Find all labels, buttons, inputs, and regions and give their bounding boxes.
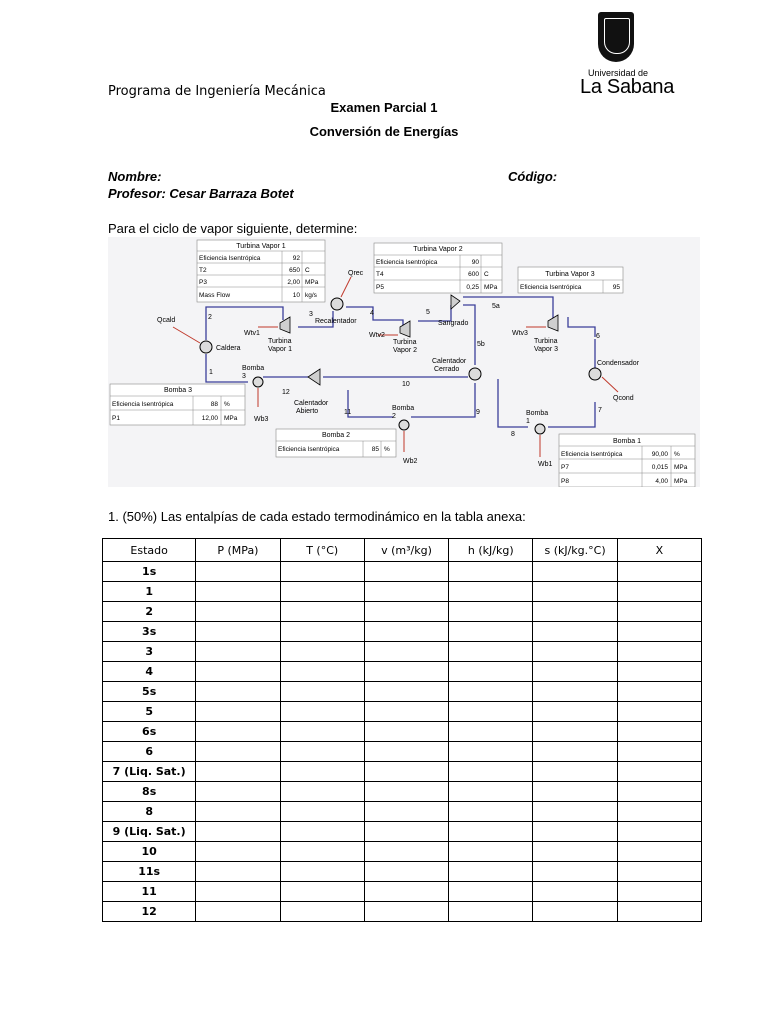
answer-cell[interactable] [617, 822, 701, 842]
answer-cell[interactable] [364, 882, 448, 902]
answer-cell[interactable] [617, 862, 701, 882]
answer-cell[interactable] [364, 782, 448, 802]
answer-cell[interactable] [533, 582, 617, 602]
svg-text:Eficiencia Isentrópica: Eficiencia Isentrópica [199, 255, 261, 262]
state-label: 8 [103, 802, 196, 822]
answer-cell[interactable] [280, 862, 364, 882]
answer-cell[interactable] [196, 582, 280, 602]
svg-text:650: 650 [289, 267, 300, 274]
svg-text:C: C [484, 271, 489, 278]
intro-text: Para el ciclo de vapor siguiente, determine: [108, 221, 358, 236]
svg-text:11: 11 [344, 409, 352, 416]
answer-cell[interactable] [280, 682, 364, 702]
answer-cell[interactable] [364, 762, 448, 782]
answer-cell[interactable] [364, 842, 448, 862]
answer-cell[interactable] [533, 842, 617, 862]
answer-cell[interactable] [617, 602, 701, 622]
answer-cell[interactable] [364, 902, 448, 922]
answer-cell[interactable] [364, 702, 448, 722]
svg-text:5: 5 [426, 309, 430, 316]
svg-text:Abierto: Abierto [296, 408, 319, 415]
svg-text:8: 8 [511, 431, 515, 438]
svg-text:12: 12 [282, 389, 290, 396]
col-temperature: T (°C) [280, 539, 364, 562]
svg-text:%: % [674, 451, 680, 458]
state-label: 11s [103, 862, 196, 882]
program-name: Programa de Ingeniería Mecánica [108, 84, 326, 99]
svg-text:MPa: MPa [305, 279, 319, 286]
state-label: 5s [103, 682, 196, 702]
svg-text:2: 2 [392, 413, 396, 420]
answer-cell[interactable] [196, 562, 280, 582]
svg-text:P3: P3 [199, 279, 207, 286]
answer-cell[interactable] [364, 602, 448, 622]
col-pressure: P (MPa) [196, 539, 280, 562]
table-row [103, 822, 702, 842]
bomba1-title: Bomba 1 [612, 438, 642, 445]
state-label: 1s [103, 562, 196, 582]
svg-text:Sangrado: Sangrado [438, 320, 469, 327]
exam-title: Examen Parcial 1 [330, 100, 438, 115]
table-row [103, 862, 702, 882]
answer-cell[interactable] [364, 662, 448, 682]
svg-text:Turbina: Turbina [268, 338, 292, 345]
answer-cell[interactable] [364, 722, 448, 742]
answer-cell[interactable] [449, 802, 533, 822]
svg-text:90,00: 90,00 [651, 451, 668, 458]
svg-text:T4: T4 [376, 271, 384, 278]
answer-cell[interactable] [533, 882, 617, 902]
svg-text:Wtv1: Wtv1 [244, 330, 260, 337]
svg-text:95: 95 [612, 284, 620, 291]
answer-cell[interactable] [280, 622, 364, 642]
svg-text:12,00: 12,00 [201, 415, 218, 422]
svg-text:Eficiencia Isentrópica: Eficiencia Isentrópica [278, 446, 340, 453]
table-row [103, 902, 702, 922]
answer-cell[interactable] [617, 802, 701, 822]
answer-cell[interactable] [280, 802, 364, 822]
svg-text:T2: T2 [199, 267, 207, 274]
codigo-label: Código: [508, 169, 558, 184]
answer-cell[interactable] [196, 862, 280, 882]
svg-text:0,25: 0,25 [466, 284, 479, 291]
answer-cell[interactable] [280, 582, 364, 602]
table-row [103, 602, 702, 622]
svg-text:Eficiencia Isentrópica: Eficiencia Isentrópica [520, 284, 582, 291]
svg-text:Cerrado: Cerrado [434, 366, 460, 373]
svg-text:Wtv2: Wtv2 [369, 332, 385, 339]
states-table [102, 538, 702, 922]
answer-cell[interactable] [280, 602, 364, 622]
turbina3-title: Turbina Vapor 3 [545, 271, 595, 278]
svg-text:Wb3: Wb3 [254, 416, 269, 423]
state-label: 3 [103, 642, 196, 662]
answer-cell[interactable] [533, 762, 617, 782]
answer-cell[interactable] [617, 722, 701, 742]
svg-text:Vapor 1: Vapor 1 [268, 346, 292, 353]
answer-cell[interactable] [617, 682, 701, 702]
state-label: 6s [103, 722, 196, 742]
answer-cell[interactable] [364, 862, 448, 882]
answer-cell[interactable] [533, 822, 617, 842]
answer-cell[interactable] [364, 562, 448, 582]
answer-cell[interactable] [280, 662, 364, 682]
answer-cell[interactable] [533, 702, 617, 722]
state-label: 10 [103, 842, 196, 862]
col-estado: Estado [103, 539, 196, 562]
answer-cell[interactable] [449, 622, 533, 642]
bomba3-icon [253, 377, 263, 387]
answer-cell[interactable] [617, 762, 701, 782]
table-row [103, 722, 702, 742]
svg-text:0,015: 0,015 [651, 464, 668, 471]
table-row [103, 882, 702, 902]
svg-text:MPa: MPa [674, 464, 688, 471]
svg-text:1: 1 [209, 369, 213, 376]
svg-text:Mass Flow: Mass Flow [199, 292, 231, 299]
answer-cell[interactable] [449, 582, 533, 602]
svg-text:4,00: 4,00 [655, 478, 668, 485]
bomba2-icon [399, 420, 409, 430]
answer-cell[interactable] [196, 622, 280, 642]
table-row [103, 562, 702, 582]
condensador-icon [589, 368, 601, 380]
svg-text:10: 10 [292, 292, 300, 299]
svg-text:Bomba: Bomba [392, 405, 415, 412]
course-title: Conversión de Energías [309, 124, 459, 139]
state-label: 4 [103, 662, 196, 682]
svg-text:90: 90 [471, 259, 479, 266]
answer-cell[interactable] [280, 822, 364, 842]
answer-cell[interactable] [533, 782, 617, 802]
answer-cell[interactable] [449, 662, 533, 682]
bomba1-icon [535, 424, 545, 434]
answer-cell[interactable] [364, 582, 448, 602]
turbina1-table [197, 240, 325, 302]
answer-cell[interactable] [196, 822, 280, 842]
answer-cell[interactable] [280, 642, 364, 662]
svg-text:Bomba: Bomba [242, 365, 265, 372]
answer-cell[interactable] [196, 602, 280, 622]
state-label: 11 [103, 882, 196, 902]
answer-cell[interactable] [196, 682, 280, 702]
table-header-row [103, 539, 702, 562]
table-row [103, 702, 702, 722]
svg-text:Qcald: Qcald [157, 317, 176, 324]
state-label: 8s [103, 782, 196, 802]
svg-text:Turbina: Turbina [534, 338, 558, 345]
answer-cell[interactable] [196, 762, 280, 782]
table-row [103, 842, 702, 862]
svg-text:92: 92 [292, 255, 300, 262]
answer-cell[interactable] [533, 662, 617, 682]
answer-cell[interactable] [280, 742, 364, 762]
turbina2-title: Turbina Vapor 2 [413, 246, 463, 253]
svg-text:Qrec: Qrec [348, 270, 364, 277]
question-1: 1. (50%) Las entalpías de cada estado termodinámico en la tabla anexa: [108, 509, 526, 524]
col-volume: v (m³/kg) [364, 539, 448, 562]
answer-cell[interactable] [617, 742, 701, 762]
table-row [103, 662, 702, 682]
svg-text:10: 10 [402, 381, 410, 388]
svg-text:Caldera: Caldera [216, 345, 241, 352]
answer-cell[interactable] [280, 902, 364, 922]
answer-cell[interactable] [533, 742, 617, 762]
svg-text:7: 7 [598, 407, 602, 414]
svg-text:MPa: MPa [224, 415, 238, 422]
answer-cell[interactable] [364, 802, 448, 822]
answer-cell[interactable] [280, 782, 364, 802]
svg-text:P7: P7 [561, 464, 569, 471]
answer-cell[interactable] [533, 622, 617, 642]
turbina2-table [374, 243, 502, 293]
svg-text:MPa: MPa [484, 284, 498, 291]
svg-text:Eficiencia Isentrópica: Eficiencia Isentrópica [561, 451, 623, 458]
svg-text:1: 1 [526, 418, 530, 425]
state-label: 9 (Liq. Sat.) [103, 822, 196, 842]
table-row [103, 782, 702, 802]
answer-cell[interactable] [449, 862, 533, 882]
profesor-label: Profesor: Cesar Barraza Botet [108, 186, 294, 201]
svg-text:Eficiencia Isentrópica: Eficiencia Isentrópica [376, 259, 438, 266]
table-row [103, 622, 702, 642]
answer-cell[interactable] [617, 642, 701, 662]
svg-text:Qcond: Qcond [613, 395, 634, 402]
svg-text:600: 600 [468, 271, 479, 278]
state-label: 7 (Liq. Sat.) [103, 762, 196, 782]
state-label: 1 [103, 582, 196, 602]
answer-cell[interactable] [617, 662, 701, 682]
table-row [103, 742, 702, 762]
bomba2-table [276, 429, 396, 457]
col-entropy: s (kJ/kg.°C) [533, 539, 617, 562]
answer-cell[interactable] [196, 782, 280, 802]
svg-text:Recalentador: Recalentador [315, 318, 357, 325]
svg-text:Bomba: Bomba [526, 410, 549, 417]
svg-text:3: 3 [242, 373, 246, 380]
svg-text:Condensador: Condensador [597, 360, 640, 367]
bomba3-table [110, 384, 245, 425]
answer-cell[interactable] [449, 642, 533, 662]
answer-cell[interactable] [280, 562, 364, 582]
svg-text:%: % [384, 446, 390, 453]
svg-text:2: 2 [208, 314, 212, 321]
svg-text:Vapor 3: Vapor 3 [534, 346, 558, 353]
svg-text:3: 3 [309, 311, 313, 318]
state-label: 12 [103, 902, 196, 922]
col-quality: X [617, 539, 701, 562]
state-label: 6 [103, 742, 196, 762]
answer-cell[interactable] [449, 562, 533, 582]
answer-cell[interactable] [617, 782, 701, 802]
svg-text:Wb2: Wb2 [403, 458, 418, 465]
answer-cell[interactable] [280, 882, 364, 902]
answer-cell[interactable] [449, 842, 533, 862]
crest-icon [598, 12, 634, 62]
svg-text:C: C [305, 267, 310, 274]
answer-cell[interactable] [280, 702, 364, 722]
turbina3-table [518, 267, 623, 293]
svg-text:Turbina: Turbina [393, 339, 417, 346]
svg-text:Calentador: Calentador [432, 358, 467, 365]
answer-cell[interactable] [617, 882, 701, 902]
svg-text:%: % [224, 401, 230, 408]
answer-cell[interactable] [617, 842, 701, 862]
nombre-label: Nombre: [108, 169, 162, 184]
answer-cell[interactable] [617, 562, 701, 582]
answer-cell[interactable] [196, 662, 280, 682]
caldera-icon [200, 341, 212, 353]
steam-cycle-diagram [108, 237, 700, 487]
answer-cell[interactable] [617, 702, 701, 722]
svg-text:P8: P8 [561, 478, 569, 485]
answer-cell[interactable] [196, 722, 280, 742]
answer-cell[interactable] [533, 642, 617, 662]
table-row [103, 642, 702, 662]
logo-line2: La Sabana [580, 76, 675, 98]
answer-cell[interactable] [449, 682, 533, 702]
bomba2-title: Bomba 2 [321, 432, 351, 439]
svg-text:P5: P5 [376, 284, 384, 291]
university-logo [580, 12, 690, 98]
answer-cell[interactable] [449, 902, 533, 922]
svg-text:5b: 5b [477, 341, 485, 348]
answer-cell[interactable] [364, 642, 448, 662]
answer-cell[interactable] [533, 562, 617, 582]
answer-cell[interactable] [196, 642, 280, 662]
svg-text:9: 9 [476, 409, 480, 416]
turbina1-title: Turbina Vapor 1 [236, 243, 286, 250]
answer-cell[interactable] [196, 802, 280, 822]
state-label: 5 [103, 702, 196, 722]
answer-cell[interactable] [196, 702, 280, 722]
answer-cell[interactable] [617, 622, 701, 642]
answer-cell[interactable] [280, 842, 364, 862]
svg-text:MPa: MPa [674, 478, 688, 485]
answer-cell[interactable] [449, 822, 533, 842]
answer-cell[interactable] [364, 822, 448, 842]
answer-cell[interactable] [449, 782, 533, 802]
answer-cell[interactable] [196, 902, 280, 922]
table-row [103, 802, 702, 822]
answer-cell[interactable] [280, 762, 364, 782]
answer-cell[interactable] [364, 622, 448, 642]
svg-text:Vapor 2: Vapor 2 [393, 347, 417, 354]
svg-text:2,00: 2,00 [287, 279, 300, 286]
answer-cell[interactable] [364, 682, 448, 702]
svg-text:kg/s: kg/s [305, 292, 317, 299]
answer-cell[interactable] [449, 882, 533, 902]
answer-cell[interactable] [196, 742, 280, 762]
answer-cell[interactable] [617, 582, 701, 602]
svg-text:88: 88 [210, 401, 218, 408]
logo-line1: Universidad de [588, 68, 649, 78]
recalentador-icon [331, 298, 343, 310]
state-label: 2 [103, 602, 196, 622]
answer-cell[interactable] [533, 602, 617, 622]
answer-cell[interactable] [449, 602, 533, 622]
answer-cell[interactable] [364, 742, 448, 762]
svg-text:P1: P1 [112, 415, 120, 422]
svg-text:Eficiencia Isentrópica: Eficiencia Isentrópica [112, 401, 174, 408]
table-row [103, 762, 702, 782]
answer-cell[interactable] [533, 722, 617, 742]
svg-text:Wb1: Wb1 [538, 461, 553, 468]
answer-cell[interactable] [449, 742, 533, 762]
bomba1-table [559, 434, 695, 487]
svg-text:Wtv3: Wtv3 [512, 330, 528, 337]
svg-text:85: 85 [371, 446, 379, 453]
answer-cell[interactable] [617, 902, 701, 922]
answer-cell[interactable] [196, 882, 280, 902]
answer-cell[interactable] [449, 722, 533, 742]
answer-cell[interactable] [449, 762, 533, 782]
table-row [103, 582, 702, 602]
calentador-cerrado-icon [469, 368, 481, 380]
bomba3-title: Bomba 3 [163, 387, 193, 394]
state-label: 3s [103, 622, 196, 642]
table-row [103, 682, 702, 702]
svg-text:5a: 5a [492, 303, 500, 310]
answer-cell[interactable] [449, 702, 533, 722]
answer-cell[interactable] [533, 682, 617, 702]
col-enthalpy: h (kJ/kg) [449, 539, 533, 562]
answer-cell[interactable] [533, 862, 617, 882]
answer-cell[interactable] [196, 842, 280, 862]
answer-cell[interactable] [280, 722, 364, 742]
svg-text:Calentador: Calentador [294, 400, 329, 407]
svg-text:4: 4 [370, 310, 374, 317]
answer-cell[interactable] [533, 802, 617, 822]
svg-text:6: 6 [596, 333, 600, 340]
answer-cell[interactable] [533, 902, 617, 922]
